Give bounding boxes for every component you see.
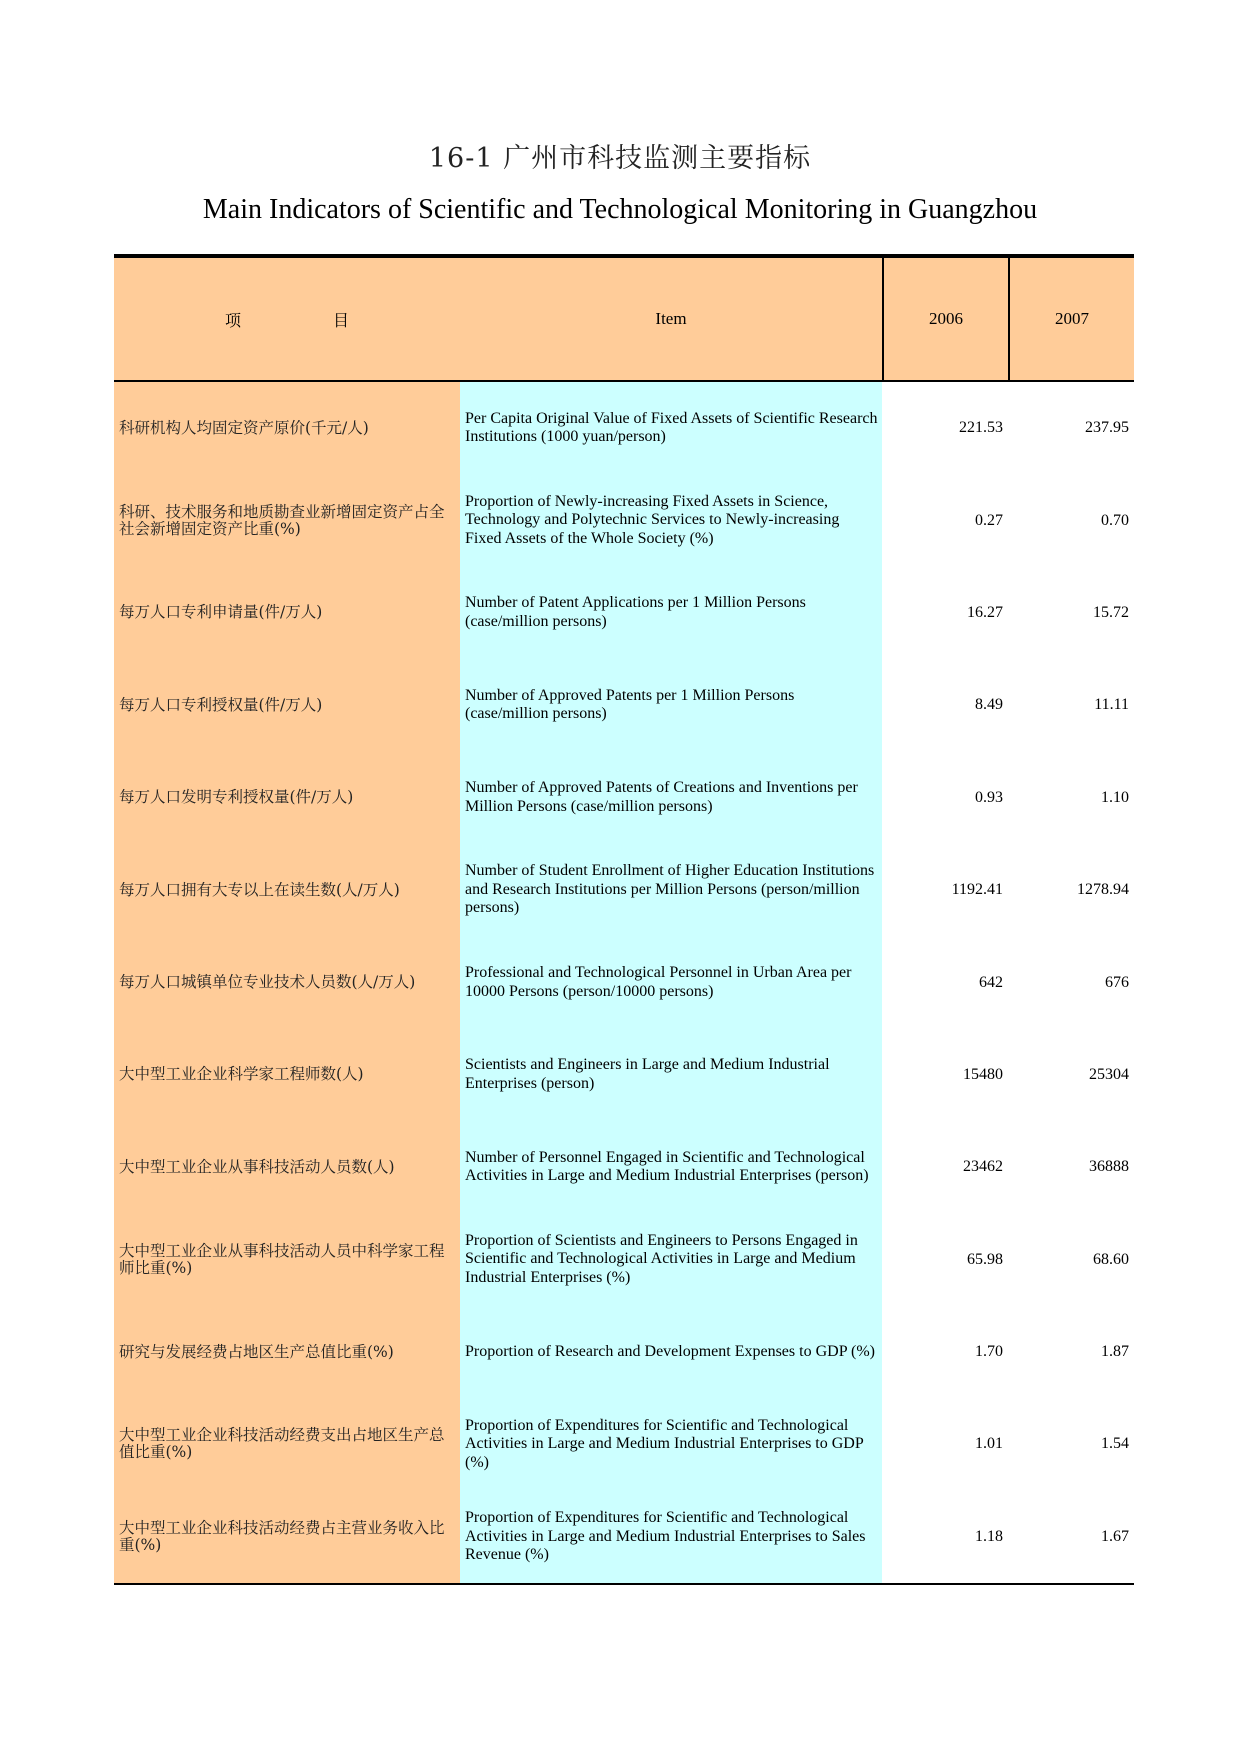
- row-item-cn: [114, 1491, 460, 1583]
- row-value-2007-text: 1278.94: [1077, 881, 1129, 899]
- row-value-2007-text: 11.11: [1094, 696, 1129, 714]
- row-value-2006: [882, 936, 1008, 1028]
- table-row: [114, 659, 1134, 751]
- row-value-2006: [882, 1491, 1008, 1583]
- row-item-cn: [114, 567, 460, 659]
- page-title-cn: 16-1 广州市科技监测主要指标: [428, 143, 812, 174]
- row-item-en: [460, 752, 882, 844]
- row-value-2006-text: 0.27: [975, 511, 1003, 529]
- row-item-cn: [114, 936, 460, 1028]
- row-value-2006: [882, 474, 1008, 566]
- row-value-2007-text: 676: [1105, 973, 1129, 991]
- row-value-2007-text: 25304: [1089, 1065, 1129, 1083]
- row-item-en: [460, 1121, 882, 1213]
- table-header: [114, 258, 1134, 382]
- row-item-en: [460, 567, 882, 659]
- row-value-2007: [1008, 1121, 1134, 1213]
- row-item-en: [460, 474, 882, 566]
- row-item-en: [460, 659, 882, 751]
- page-title-en: Main Indicators of Scientific and Technological Monitoring in Guangzhou: [202, 194, 1038, 225]
- row-value-2007: [1008, 1398, 1134, 1490]
- row-value-2006: [882, 1214, 1008, 1306]
- table-row: [114, 567, 1134, 659]
- row-item-en-text: Number of Patent Applications per 1 Million Persons (case/million persons): [465, 594, 806, 630]
- row-item-cn-text: 大中型工业企业科技活动经费支出占地区生产总值比重(%): [119, 1426, 445, 1462]
- row-item-en: [460, 1306, 882, 1398]
- row-item-en-text: Proportion of Expenditures for Scientific and Technological Activities in Large and Medium Industrial Enterprises to GDP (%): [465, 1416, 864, 1471]
- row-item-en-text: Proportion of Scientists and Engineers to Persons Engaged in Scientific and Technological Activities in Large and Medium Industrial Enterprises (%): [465, 1231, 858, 1286]
- table-body: [114, 382, 1134, 1583]
- row-item-en: [460, 1214, 882, 1306]
- row-item-en-text: Number of Approved Patents per 1 Million Persons (case/million persons): [465, 686, 795, 723]
- row-item-cn-text: 大中型工业企业从事科技活动人员数(人): [119, 1157, 395, 1176]
- row-item-en-text: Number of Student Enrollment of Higher Education Institutions and Research Institutions per Million Persons (person/million persons): [465, 862, 875, 917]
- row-value-2007: [1008, 936, 1134, 1028]
- row-item-cn-text: 大中型工业企业从事科技活动人员中科学家工程师比重(%): [119, 1241, 445, 1277]
- row-item-cn: [114, 1214, 460, 1306]
- row-value-2006-text: 23462: [963, 1158, 1003, 1176]
- table-row: [114, 1214, 1134, 1306]
- row-item-cn: [114, 1398, 460, 1490]
- row-value-2007: [1008, 1306, 1134, 1398]
- row-item-cn-text: 大中型工业企业科学家工程师数(人): [119, 1065, 364, 1084]
- row-item-cn: [114, 474, 460, 566]
- row-item-en: [460, 1491, 882, 1583]
- row-value-2007-text: 0.70: [1101, 511, 1129, 529]
- row-value-2006: [882, 659, 1008, 751]
- row-item-cn-text: 每万人口拥有大专以上在读生数(人/万人): [119, 880, 400, 899]
- indicators-table: [114, 254, 1134, 1585]
- table-row: [114, 844, 1134, 936]
- row-value-2007-text: 1.87: [1101, 1343, 1129, 1361]
- row-item-en-text: Proportion of Newly-increasing Fixed Assets in Science, Technology and Polytechnic Services to Newly-increasing Fixed Assets of the Whole Society (%): [465, 492, 840, 547]
- header-item-cn: [114, 258, 460, 380]
- row-item-en: [460, 1029, 882, 1121]
- row-item-en: [460, 1398, 882, 1490]
- row-value-2006-text: 642: [979, 973, 1003, 991]
- row-item-cn: [114, 382, 460, 474]
- row-item-cn: [114, 752, 460, 844]
- row-value-2007: [1008, 752, 1134, 844]
- row-item-en: [460, 844, 882, 936]
- row-value-2006-text: 8.49: [975, 696, 1003, 714]
- row-value-2006: [882, 382, 1008, 474]
- row-value-2006: [882, 752, 1008, 844]
- row-item-en: [460, 382, 882, 474]
- row-item-cn: [114, 659, 460, 751]
- row-value-2006: [882, 1029, 1008, 1121]
- table-row: [114, 936, 1134, 1028]
- row-item-cn-text: 科研、技术服务和地质勘查业新增固定资产占全社会新增固定资产比重(%): [119, 502, 445, 538]
- row-value-2006: [882, 1398, 1008, 1490]
- row-value-2006-text: 221.53: [959, 419, 1003, 437]
- row-item-cn-text: 每万人口专利申请量(件/万人): [119, 603, 323, 622]
- table-row: [114, 474, 1134, 566]
- row-item-cn-text: 每万人口专利授权量(件/万人): [119, 695, 323, 714]
- row-item-en-text: Scientists and Engineers in Large and Medium Industrial Enterprises (person): [465, 1056, 830, 1092]
- row-item-cn-text: 每万人口城镇单位专业技术人员数(人/万人): [119, 973, 416, 992]
- row-value-2007: [1008, 474, 1134, 566]
- table-row: [114, 1121, 1134, 1213]
- table-row: [114, 1398, 1134, 1490]
- table-row: [114, 1491, 1134, 1583]
- header-year-2007: 2007: [1010, 258, 1134, 380]
- row-value-2006: [882, 844, 1008, 936]
- row-value-2007: [1008, 567, 1134, 659]
- row-value-2006-text: 16.27: [967, 603, 1003, 621]
- row-item-en-text: Proportion of Research and Development Expenses to GDP (%): [465, 1342, 875, 1360]
- row-value-2006: [882, 567, 1008, 659]
- row-value-2006-text: 1.01: [975, 1435, 1003, 1453]
- row-item-cn-text: 大中型工业企业科技活动经费占主营业务收入比重(%): [119, 1518, 445, 1554]
- table-row: [114, 752, 1134, 844]
- row-item-en-text: Proportion of Expenditures for Scientific and Technological Activities in Large and Medium Industrial Enterprises to Sales Revenue (%): [465, 1509, 866, 1564]
- row-value-2007: [1008, 1491, 1134, 1583]
- row-value-2006: [882, 1121, 1008, 1213]
- row-item-en-text: Per Capita Original Value of Fixed Assets of Scientific Research Institutions (1000 yuan/person): [465, 409, 878, 446]
- row-value-2007: [1008, 659, 1134, 751]
- row-item-en-text: Number of Approved Patents of Creations and Inventions per Million Persons (case/million persons): [465, 779, 858, 815]
- header-year-2006: 2006: [884, 258, 1010, 380]
- row-value-2007: [1008, 844, 1134, 936]
- row-item-cn-text: 每万人口发明专利授权量(件/万人): [119, 788, 354, 807]
- row-item-en-text: Number of Personnel Engaged in Scientific and Technological Activities in Large and Medium Industrial Enterprises (person): [465, 1148, 869, 1185]
- table-row: [114, 1029, 1134, 1121]
- row-item-en-text: Professional and Technological Personnel in Urban Area per 10000 Persons (person/10000 persons): [465, 964, 852, 1000]
- row-item-cn-text: 科研机构人均固定资产原价(千元/人): [119, 418, 369, 437]
- row-item-cn: [114, 1029, 460, 1121]
- row-item-cn: [114, 1121, 460, 1213]
- row-item-en: [460, 936, 882, 1028]
- row-value-2006-text: 1.70: [975, 1343, 1003, 1361]
- row-value-2007-text: 15.72: [1093, 603, 1129, 621]
- row-value-2007: [1008, 1029, 1134, 1121]
- row-value-2007-text: 1.10: [1101, 788, 1129, 806]
- row-value-2007-text: 68.60: [1093, 1250, 1129, 1268]
- header-item-en: Item: [460, 258, 884, 380]
- row-value-2007-text: 1.67: [1101, 1527, 1129, 1545]
- row-value-2006-text: 1192.41: [951, 881, 1003, 899]
- row-value-2007-text: 36888: [1089, 1158, 1129, 1176]
- row-value-2007: [1008, 1214, 1134, 1306]
- row-item-cn: [114, 844, 460, 936]
- header-item-cn-2: 目: [333, 310, 350, 330]
- table-row: [114, 1306, 1134, 1398]
- row-value-2007-text: 1.54: [1101, 1435, 1129, 1453]
- row-value-2006-text: 15480: [963, 1065, 1003, 1083]
- row-item-cn-text: 研究与发展经费占地区生产总值比重(%): [119, 1342, 394, 1361]
- header-item-cn-1: 项: [224, 310, 241, 330]
- row-value-2007-text: 237.95: [1085, 419, 1129, 437]
- table-bottom-rule: [114, 1583, 1134, 1585]
- row-value-2006-text: 0.93: [975, 788, 1003, 806]
- row-value-2006-text: 65.98: [967, 1250, 1003, 1268]
- row-value-2007: [1008, 382, 1134, 474]
- table-row: [114, 382, 1134, 474]
- row-value-2006: [882, 1306, 1008, 1398]
- row-item-cn: [114, 1306, 460, 1398]
- row-value-2006-text: 1.18: [975, 1527, 1003, 1545]
